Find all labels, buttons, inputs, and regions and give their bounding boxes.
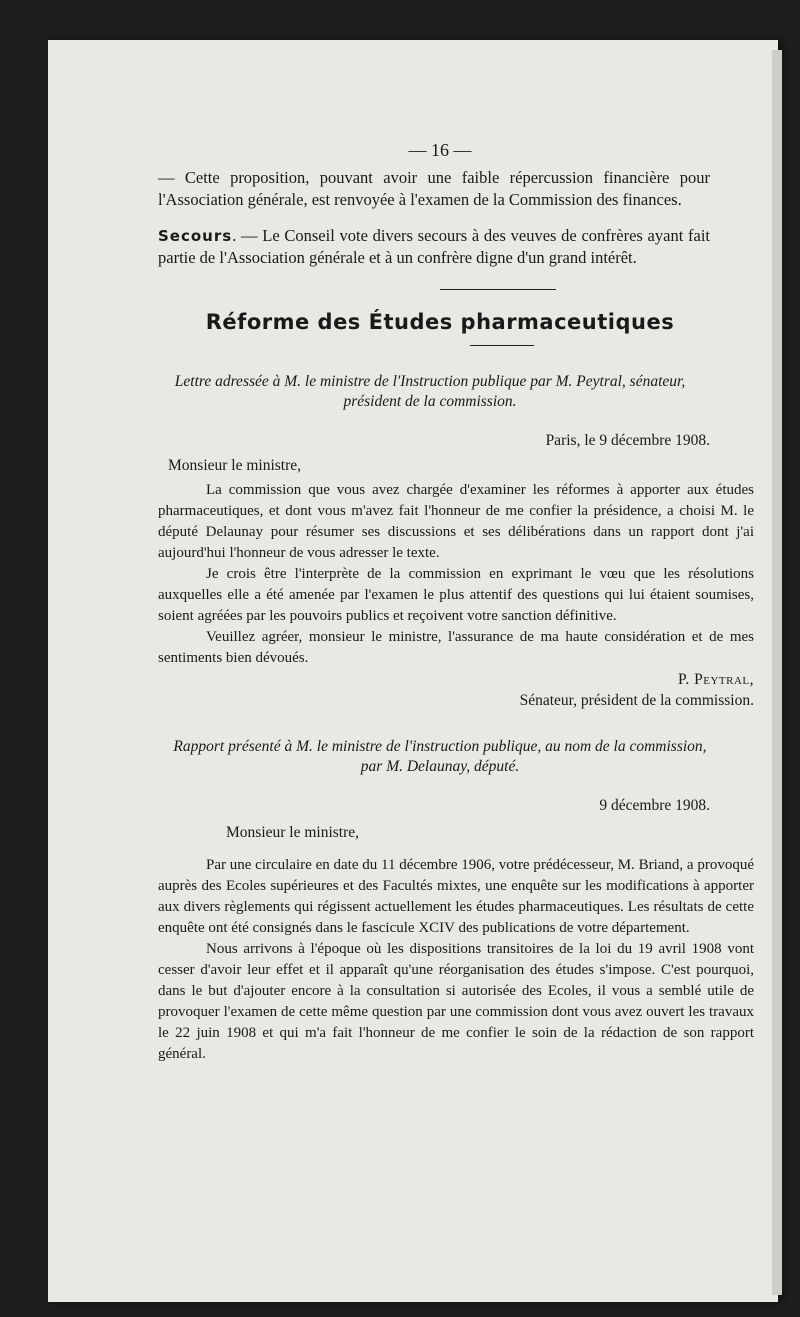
- letter-paragraph: La commission que vous avez chargée d'examiner les réformes à apporter aux études pharmaceutiques, et dont vous m'avez fait l'honneur de me confier la présidence, a choisi M. le député Delaunay pour résumer ses discussions et ses délibérations dans un rapport dont j'ai aujourd'hui l'honneur de vous adresser le texte.: [158, 482, 754, 561]
- secours-heading: Secours: [158, 227, 233, 245]
- letter-body: [158, 480, 754, 669]
- section-divider-top: [440, 289, 556, 290]
- secours-text: . — Le Conseil vote divers secours à des veuves de confrères ayant fait partie de l'Association générale et à un confrère digne d'un grand intérêt.: [158, 226, 710, 267]
- report-date: 9 décembre 1908.: [599, 797, 710, 814]
- section-divider-bottom: [470, 345, 534, 346]
- letter-caption-line2: président de la commission.: [343, 393, 517, 410]
- report-paragraph: Nous arrivons à l'époque où les dispositions transitoires de la loi du 19 avril 1908 vont cesser d'avoir leur effet et il apparaît qu'une réorganisation des études s'impose. C'est pourquoi, dans le but d'ajouter encore à la consultation si autorisée des Ecoles, il vous a semblé utile de provoquer l'examen de cette même question par une commission dont vous avez ouvert les travaux le 22 juin 1908 et qui m'a fait l'honneur de me confier le soin de la rédaction de son rapport général.: [158, 941, 754, 1062]
- paragraph-secours: [158, 225, 710, 269]
- page-edge: [772, 50, 782, 1295]
- letter-caption-line1: Lettre adressée à M. le ministre de l'Instruction publique par M. Peytral, sénateur,: [174, 373, 686, 390]
- report-body: [158, 855, 754, 1065]
- section-title: Réforme des Études pharmaceutiques: [205, 310, 675, 334]
- page-number: — 16 —: [408, 140, 472, 160]
- letter-signature-title: Sénateur, président de la commission.: [519, 692, 754, 709]
- page-content: [110, 140, 754, 1065]
- letter-paragraph: Veuillez agréer, monsieur le ministre, l'assurance de ma haute considération et de mes sentiments bien dévoués.: [158, 629, 754, 666]
- report-paragraph: Par une circulaire en date du 11 décembre 1906, votre prédécesseur, M. Briand, a provoqué auprès des Ecoles supérieures et des Facultés mixtes, une enquête sur les modifications à apporter aux divers règlements qui régissent actuellement les études pharmaceutiques. Les résultats de cette enquête ont été consignés dans le fascicule XCIV des publications de votre département.: [158, 857, 754, 936]
- letter-date: Paris, le 9 décembre 1908.: [545, 432, 710, 449]
- letter-signature-name: P. Peytral,: [677, 671, 754, 688]
- report-salutation: Monsieur le ministre,: [226, 824, 360, 841]
- letter-salutation: Monsieur le ministre,: [168, 457, 302, 474]
- letter-paragraph: Je crois être l'interprète de la commission en exprimant le vœu que les résolutions auxquelles elle a été amenée par l'examen le plus attentif des questions qui lui étaient soumises, soient agréées par les pouvoirs publics et reçoivent votre sanction définitive.: [158, 566, 754, 624]
- report-caption-line1: Rapport présenté à M. le ministre de l'instruction publique, au nom de la commission,: [173, 738, 707, 755]
- paragraph-proposition: — Cette proposition, pouvant avoir une faible répercussion financière pour l'Association générale, est renvoyée à l'examen de la Commission des finances.: [158, 168, 710, 209]
- report-caption: [170, 737, 710, 777]
- report-caption-line2: par M. Delaunay, député.: [360, 758, 520, 775]
- letter-caption: [150, 372, 710, 412]
